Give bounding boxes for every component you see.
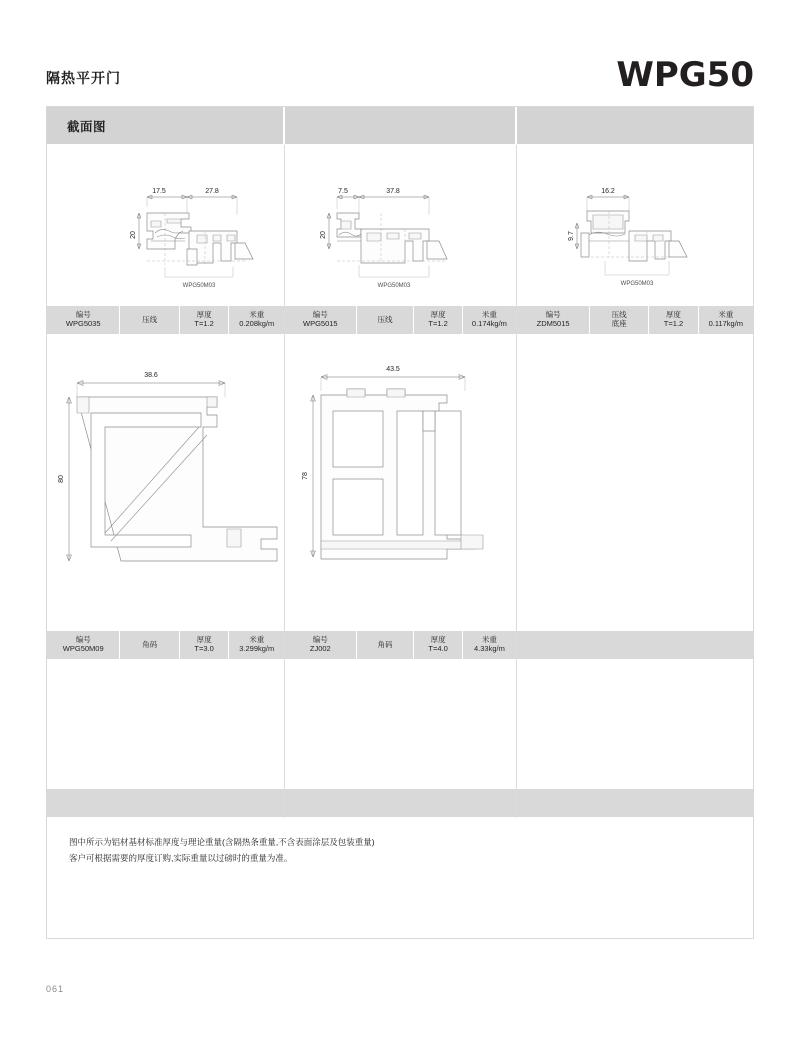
dim-text-80: 80 xyxy=(58,475,65,483)
spec-strip-1 xyxy=(47,305,284,335)
spec-wt-value-1: 0.208kg/m xyxy=(239,319,275,328)
dim-text-9-7: 9.7 xyxy=(568,231,575,241)
spec-wt-value-2: 0.174kg/m xyxy=(471,319,507,328)
spec-thk-value-2: T=1.2 xyxy=(428,319,448,328)
dim-text-16-2: 16.2 xyxy=(601,188,615,195)
drawing-label-2: WPG50M03 xyxy=(377,283,411,289)
spec-strip-3 xyxy=(517,305,753,335)
spec-wt-5 xyxy=(463,631,516,659)
spec-wt-value-4: 3.299kg/m xyxy=(239,644,275,653)
spec-name-4 xyxy=(120,631,179,659)
spec-name-value-3b: 底座 xyxy=(611,319,627,328)
spec-no-value-5: ZJ002 xyxy=(309,644,331,653)
spec-wt-2 xyxy=(463,306,516,334)
spec-strip-9-empty xyxy=(517,788,753,818)
dim-20 xyxy=(130,213,141,249)
spec-name-value-2: 压线 xyxy=(377,314,393,324)
spec-wt-label-2: 米重 xyxy=(481,310,497,320)
dim-text-38-6: 38.6 xyxy=(144,372,158,379)
spec-strip-8-empty xyxy=(285,788,516,818)
spec-name-value-3a: 压线 xyxy=(611,310,627,320)
profile-drawing-wpg5015 xyxy=(285,145,516,305)
dim-text-20-b: 20 xyxy=(320,231,327,239)
drawing-cell-7 xyxy=(47,660,285,818)
profile-drawing-empty-1 xyxy=(517,335,753,630)
spec-no-value-2: WPG5015 xyxy=(303,319,338,328)
drawing-row-2 xyxy=(47,335,753,660)
spec-name-2 xyxy=(357,306,415,334)
footnote-line-2: 客户可根据需要的厚度订购,实际重量以过磅时的重量为准。 xyxy=(69,853,293,864)
drawing-cell-9 xyxy=(517,660,753,818)
corner-key-outline xyxy=(77,397,277,561)
spec-wt-4 xyxy=(229,631,284,659)
drawing-label-1: WPG50M03 xyxy=(182,283,216,289)
spec-no-label-3: 编号 xyxy=(545,310,561,320)
band-cell-left xyxy=(47,107,285,144)
dim-27-8 xyxy=(187,188,237,215)
dim-16-2 xyxy=(587,188,629,211)
page-title: 隔热平开门 xyxy=(46,70,121,86)
dim-text-37-8: 37.8 xyxy=(386,188,400,195)
table-title-band xyxy=(47,107,753,145)
drawing-cell-6 xyxy=(517,335,753,660)
drawing-label-3: WPG50M03 xyxy=(620,281,654,287)
spec-no-5 xyxy=(285,631,357,659)
spec-strip-5 xyxy=(285,630,516,660)
drawing-cell-2 xyxy=(285,145,517,335)
spec-thk-3 xyxy=(649,306,699,334)
spec-strip-7-empty xyxy=(47,788,284,818)
spec-no-value-3: ZDM5015 xyxy=(536,319,570,328)
spec-thk-label-3: 厚度 xyxy=(665,310,681,320)
profile-drawing-empty-4 xyxy=(517,660,753,788)
dim-7-5 xyxy=(337,188,359,215)
spec-no-1 xyxy=(47,306,120,334)
spec-wt-label-1: 米重 xyxy=(249,310,265,320)
spec-thk-value-5: T=4.0 xyxy=(428,644,448,653)
drawing-cell-5 xyxy=(285,335,517,660)
band-cell-right xyxy=(517,107,753,144)
spec-wt-value-5: 4.33kg/m xyxy=(473,644,505,653)
profile-drawing-wpg5035 xyxy=(47,145,284,305)
profile-drawing-wpg50m09 xyxy=(47,335,284,630)
drawing-row-1 xyxy=(47,145,753,335)
spec-thk-value-1: T=1.2 xyxy=(194,319,214,328)
dim-78 xyxy=(302,395,316,557)
spec-wt-3 xyxy=(699,306,753,334)
profile-drawing-zj002 xyxy=(285,335,516,630)
section-drawings-table xyxy=(46,106,754,939)
series-code: WPG50 xyxy=(616,55,754,95)
spec-name-value-1: 压线 xyxy=(142,314,158,324)
spec-thk-4 xyxy=(180,631,230,659)
spec-no-3 xyxy=(517,306,590,334)
spec-strip-4 xyxy=(47,630,284,660)
spec-no-value-1: WPG5035 xyxy=(65,319,101,328)
spec-thk-5 xyxy=(414,631,463,659)
drawing-cell-8 xyxy=(285,660,517,818)
spec-strip-2 xyxy=(285,305,516,335)
spec-wt-1 xyxy=(229,306,284,334)
dim-20-b xyxy=(320,213,331,249)
dim-text-27-8: 27.8 xyxy=(205,188,219,195)
profile-outline-3 xyxy=(581,211,687,261)
dim-text-78: 78 xyxy=(302,472,309,480)
box-key-outline xyxy=(321,389,483,559)
dim-9-7 xyxy=(568,223,579,249)
spec-wt-label-4: 米重 xyxy=(249,635,265,645)
spec-wt-label-5: 米重 xyxy=(481,635,497,645)
profile-drawing-zdm5015 xyxy=(517,145,753,305)
spec-no-label-5: 编号 xyxy=(312,635,328,645)
spec-no-value-4: WPG50M09 xyxy=(62,644,104,653)
dim-text-43-5: 43.5 xyxy=(386,366,400,373)
spec-no-label-4: 编号 xyxy=(75,635,91,645)
dim-43-5 xyxy=(321,366,465,391)
spec-thk-value-4: T=3.0 xyxy=(194,644,214,653)
spec-strip-6-empty xyxy=(517,630,753,660)
dim-17-5 xyxy=(147,188,187,215)
profile-drawing-empty-2 xyxy=(47,660,284,788)
drawing-cell-4 xyxy=(47,335,285,660)
dim-text-20: 20 xyxy=(130,231,137,239)
profile-drawing-empty-3 xyxy=(285,660,516,788)
dim-80 xyxy=(58,397,72,561)
spec-name-5 xyxy=(357,631,415,659)
band-label: 截面图 xyxy=(67,119,107,134)
spec-thk-2 xyxy=(414,306,463,334)
spec-thk-label-5: 厚度 xyxy=(430,635,446,645)
spec-wt-value-3: 0.117kg/m xyxy=(708,319,744,328)
spec-no-label-1: 编号 xyxy=(75,310,91,320)
dim-text-7-5: 7.5 xyxy=(338,188,348,195)
page-number: 061 xyxy=(46,984,65,994)
spec-wt-label-3: 米重 xyxy=(718,310,734,320)
spec-thk-label-1: 厚度 xyxy=(196,310,212,320)
footnote-block xyxy=(47,818,753,882)
dim-37-8 xyxy=(359,188,429,215)
spec-thk-1 xyxy=(180,306,230,334)
spec-name-value-4: 角码 xyxy=(142,639,158,649)
profile-outline xyxy=(147,213,253,265)
drawing-cell-3 xyxy=(517,145,753,335)
drawing-cell-1 xyxy=(47,145,285,335)
spec-no-4 xyxy=(47,631,120,659)
spec-thk-label-2: 厚度 xyxy=(430,310,446,320)
dim-38-6 xyxy=(77,372,225,397)
spec-thk-value-3: T=1.2 xyxy=(663,319,684,328)
profile-outline-2 xyxy=(337,213,447,263)
spec-thk-label-4: 厚度 xyxy=(196,635,212,645)
spec-name-value-5: 角码 xyxy=(377,639,393,649)
spec-no-2 xyxy=(285,306,357,334)
footnote-line-1: 图中所示为铝材基材标准厚度与理论重量(含隔热条重量,不含表面涂层及包装重量) xyxy=(69,837,375,847)
spec-name-3 xyxy=(590,306,649,334)
spec-no-label-2: 编号 xyxy=(312,310,328,320)
band-cell-middle xyxy=(285,107,517,144)
page-header xyxy=(46,48,754,95)
drawing-row-3 xyxy=(47,660,753,818)
dim-text-17-5: 17.5 xyxy=(152,188,166,195)
spec-name-1 xyxy=(120,306,179,334)
